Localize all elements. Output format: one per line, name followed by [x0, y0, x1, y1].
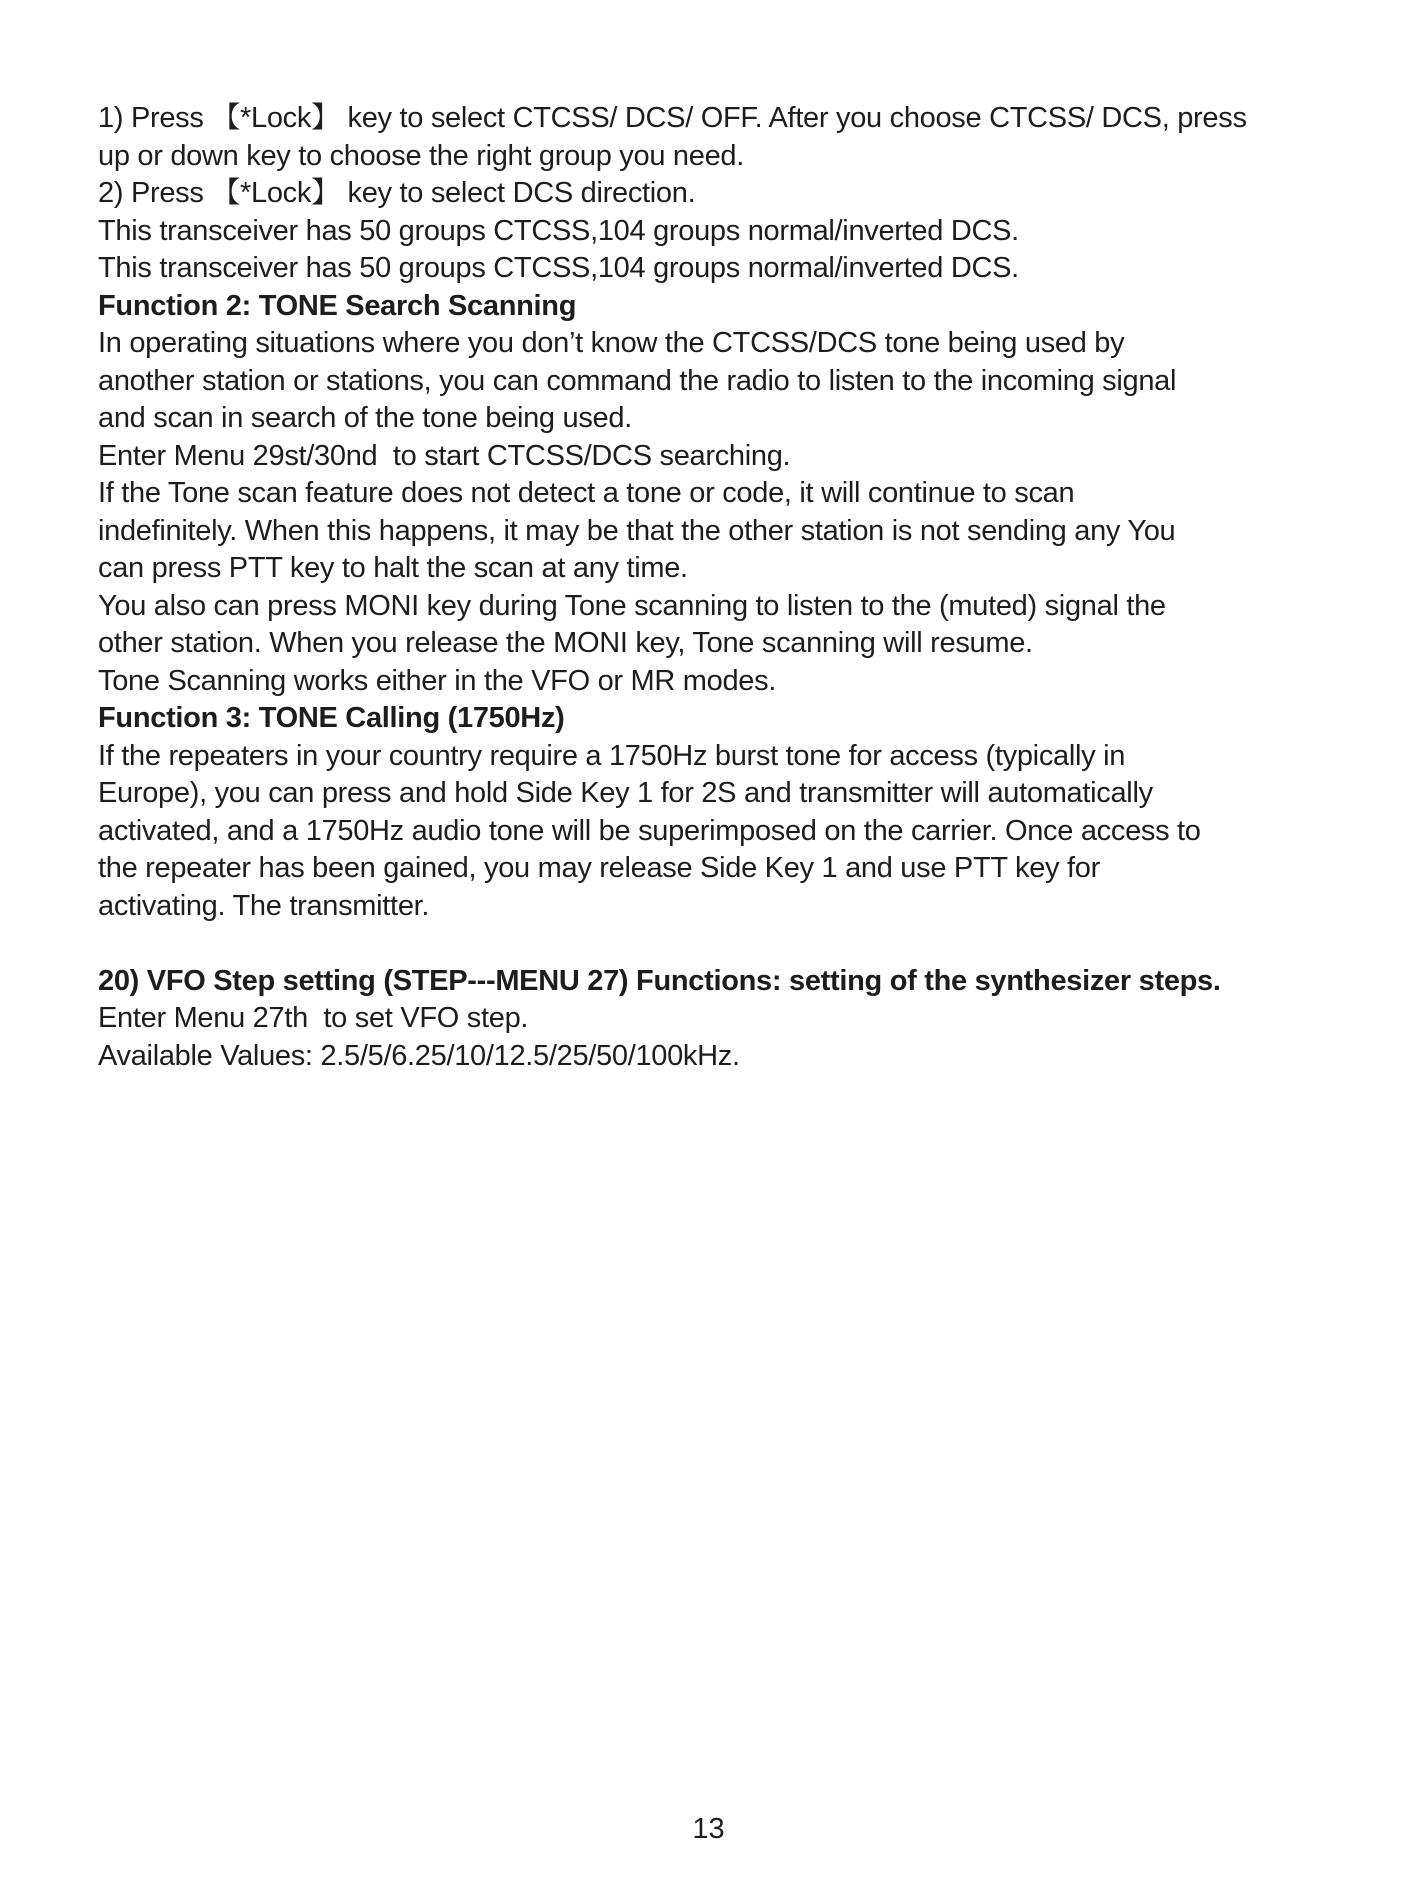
- text-line: You also can press MONI key during Tone scanning to listen to the (muted) signal the: [98, 589, 1166, 622]
- text-line: Europe), you can press and hold Side Key 1 for 2S and transmitter will automatically: [98, 777, 1153, 809]
- text-line: Enter Menu 27th to set VFO step.: [98, 1002, 529, 1034]
- page-number: 13: [692, 1813, 725, 1845]
- text-line: 1) Press 【*Lock】 key to select CTCSS/ DCS/ OFF. After you choose CTCSS/ DCS, press: [98, 102, 1247, 134]
- text-line: and scan in search of the tone being used.: [98, 402, 632, 434]
- section-heading-function-2: Function 2: TONE Search Scanning: [98, 289, 577, 322]
- text-line: can press PTT key to halt the scan at any time.: [98, 552, 688, 584]
- text-line: indefinitely. When this happens, it may be that the other station is not sending any You: [98, 514, 1176, 547]
- text-line: activated, and a 1750Hz audio tone will be superimposed on the carrier. Once access to: [98, 814, 1201, 847]
- text-line: This transceiver has 50 groups CTCSS,104 groups normal/inverted DCS.: [98, 252, 1019, 284]
- text-line: another station or stations, you can command the radio to listen to the incoming signal: [98, 364, 1177, 397]
- text-line: 2) Press 【*Lock】 key to select DCS direction.: [98, 177, 696, 209]
- section-heading-vfo-step: 20) VFO Step setting (STEP---MENU 27) Functions: setting of the synthesizer steps.: [98, 964, 1221, 997]
- text-line: activating. The transmitter.: [98, 889, 430, 922]
- text-line: If the repeaters in your country require a 1750Hz burst tone for access (typically in: [98, 739, 1126, 772]
- text-line: Enter Menu 29st/30nd to start CTCSS/DCS searching.: [98, 439, 791, 472]
- page-body-text: [98, 100, 1348, 1075]
- text-line: the repeater has been gained, you may release Side Key 1 and use PTT key for: [98, 852, 1100, 884]
- section-heading-function-3: Function 3: TONE Calling (1750Hz): [98, 702, 565, 734]
- text-line: up or down key to choose the right group you need.: [98, 139, 744, 172]
- text-line: In operating situations where you don’t know the CTCSS/DCS tone being used by: [98, 327, 1125, 359]
- text-line: other station. When you release the MONI key, Tone scanning will resume.: [98, 627, 1033, 659]
- text-line: Tone Scanning works either in the VFO or MR modes.: [98, 664, 777, 697]
- blank-line: [98, 925, 1348, 963]
- text-line: Available Values: 2.5/5/6.25/10/12.5/25/50/100kHz.: [98, 1039, 740, 1072]
- text-line: This transceiver has 50 groups CTCSS,104 groups normal/inverted DCS.: [98, 214, 1019, 247]
- text-line: If the Tone scan feature does not detect a tone or code, it will continue to scan: [98, 477, 1075, 509]
